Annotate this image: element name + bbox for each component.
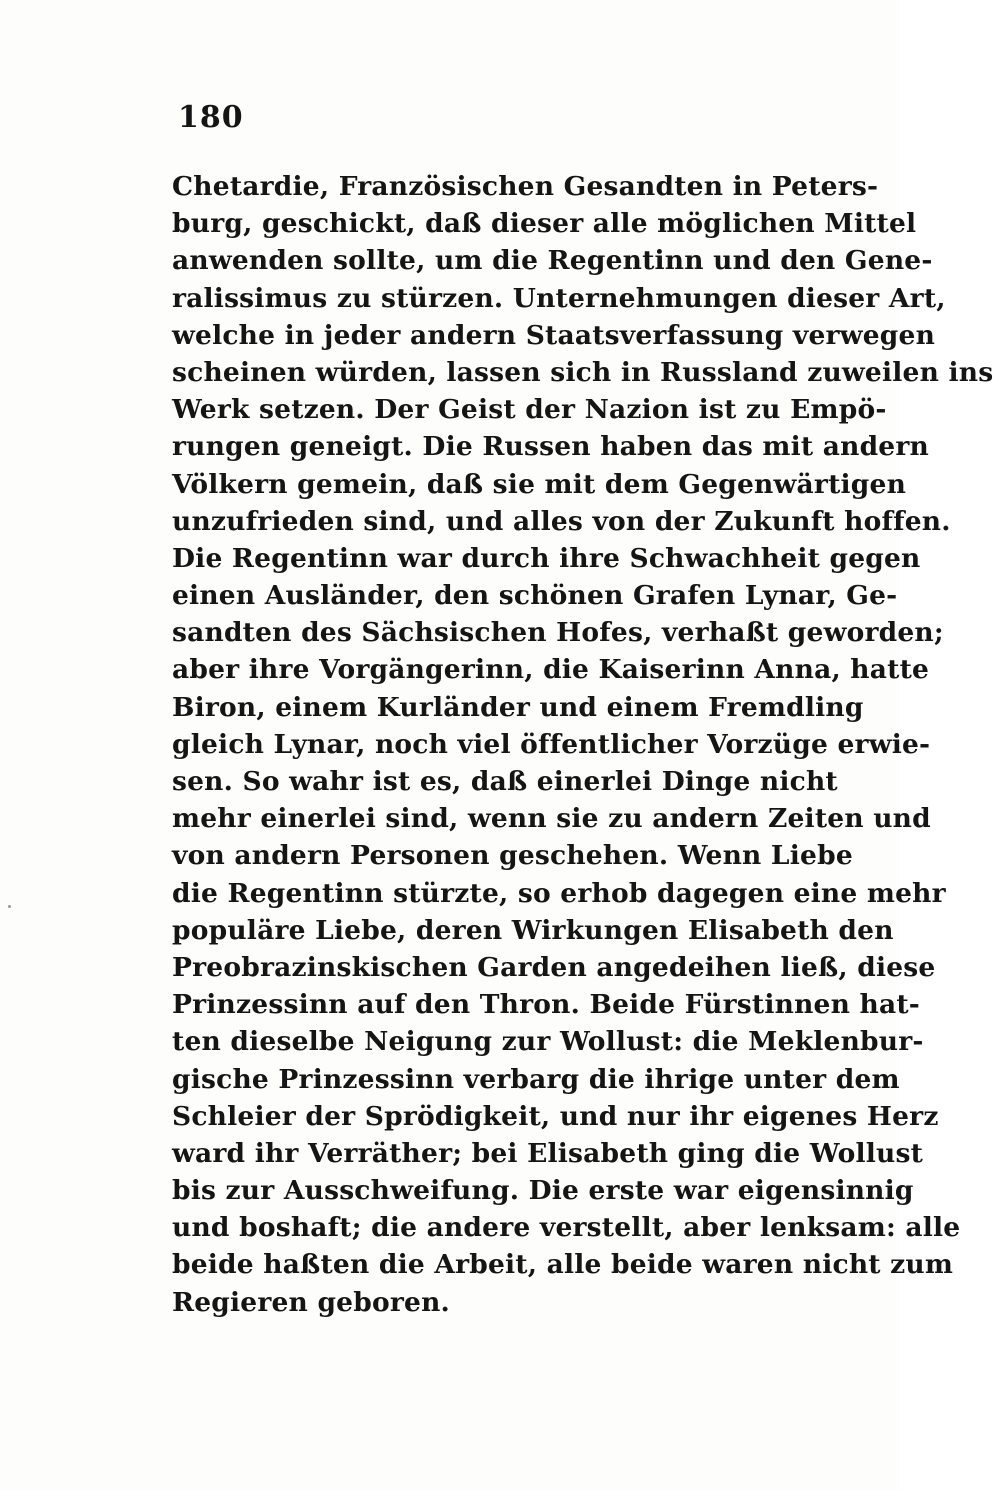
text-line: Werk setzen. Der Geist der Nazion ist zu Empö- [172,394,887,426]
text-line: mehr einerlei sind, wenn sie zu andern Zeiten und [172,803,931,835]
text-line: beide haßten die Arbeit, alle beide waren nicht zum [172,1249,954,1281]
text-line: aber ihre Vorgängerinn, die Kaiserinn Anna, hatte [172,654,930,686]
text-line: burg, geschickt, daß dieser alle möglichen Mittel [172,208,917,240]
text-line: bis zur Ausschweifung. Die erste war eigensinnig [172,1175,914,1207]
text-line: Völkern gemein, daß sie mit dem Gegenwärtigen [172,468,907,500]
text-line: unzufrieden sind, und alles von der Zukunft hoffen. [172,505,951,537]
text-line: ralissimus zu stürzen. Unternehmungen dieser Art, [172,282,946,314]
text-line: Preobrazinskischen Garden angedeihen ließ, diese [172,951,936,983]
text-line: Schleier der Sprödigkeit, und nur ihr eigenes Herz [172,1100,939,1132]
text-line: einen Ausländer, den schönen Grafen Lynar, Ge- [172,580,898,612]
page-number: 180 [178,100,244,135]
text-line: Biron, einem Kurländer und einem Fremdling [172,691,864,723]
text-line: gische Prinzessinn verbarg die ihrige unter dem [172,1063,900,1095]
text-line: populäre Liebe, deren Wirkungen Elisabeth den [172,914,894,946]
text-line: sandten des Sächsischen Hofes, verhaßt geworden; [172,617,944,649]
text-line: scheinen würden, lassen sich in Russland zuweilen ins [172,356,993,388]
text-line: und boshaft; die andere verstellt, aber lenksam: alle [172,1212,961,1244]
margin-speck [8,905,11,908]
text-line: welche in jeder andern Staatsverfassung verwegen [172,319,936,351]
text-line: ward ihr Verräther; bei Elisabeth ging die Wollust [172,1137,924,1169]
text-line: Prinzessinn auf den Thron. Beide Fürstinnen hat- [172,989,920,1021]
text-line: rungen geneigt. Die Russen haben das mit andern [172,431,929,463]
text-line: anwenden sollte, um die Regentinn und den Gene- [172,245,933,277]
text-line: sen. So wahr ist es, daß einerlei Dinge nicht [172,766,838,797]
body-text [172,168,993,1321]
text-line: gleich Lynar, noch viel öffentlicher Vorzüge erwie- [172,728,931,760]
text-line: ten dieselbe Neigung zur Wollust: die Meklenbur- [172,1026,924,1058]
text-line: die Regentinn stürzte, so erhob dagegen eine mehr [172,877,946,909]
text-line: Die Regentinn war durch ihre Schwachheit gegen [172,542,921,574]
text-line: von andern Personen geschehen. Wenn Liebe [172,840,853,872]
text-line: Regieren geboren. [172,1286,450,1318]
text-line: Chetardie, Französischen Gesandten in Peters- [172,171,879,202]
